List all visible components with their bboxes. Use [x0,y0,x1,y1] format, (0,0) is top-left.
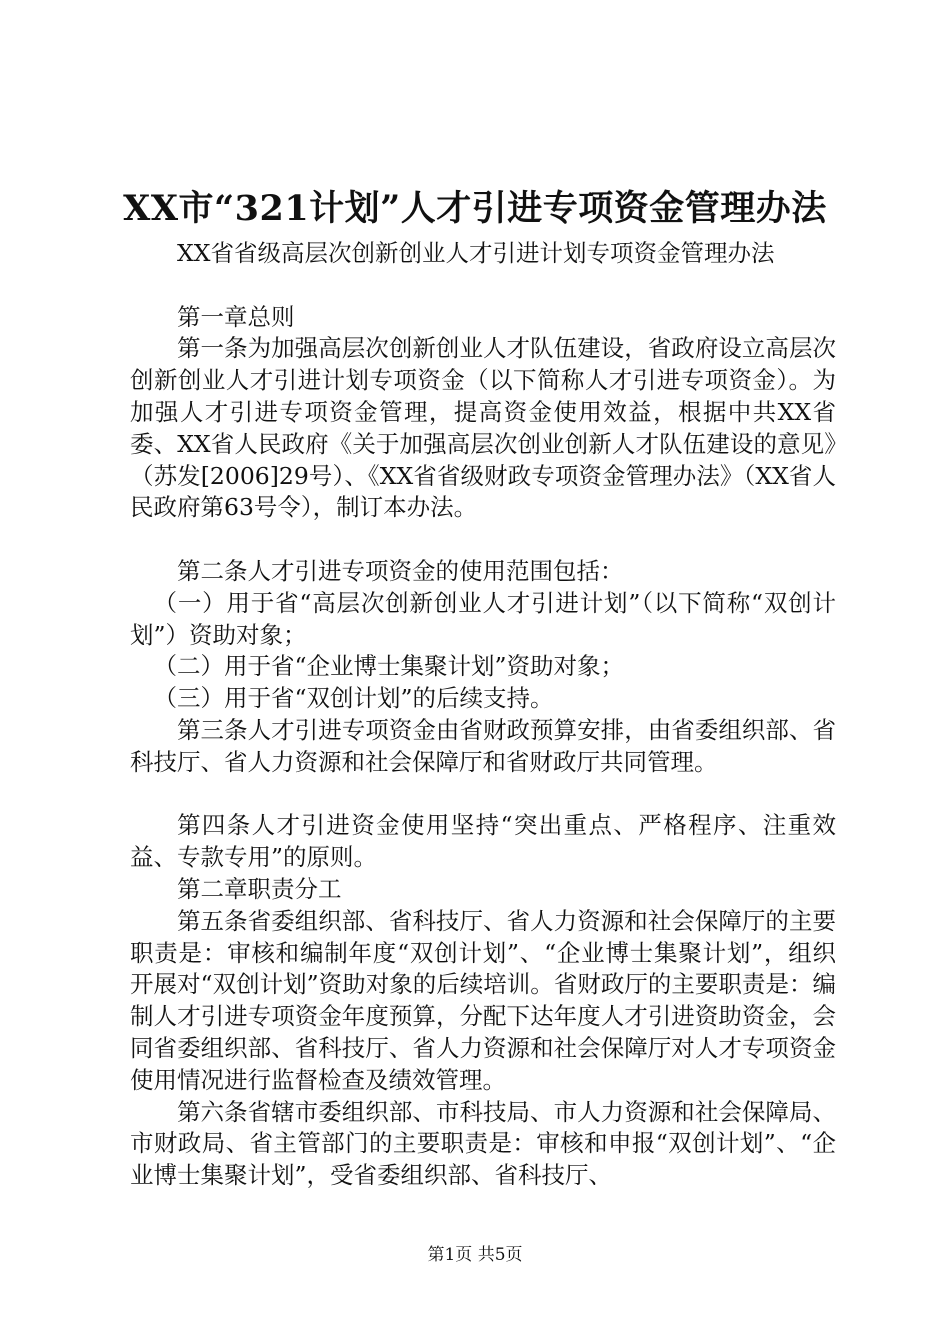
chapter-heading: 第一章总则 [177,302,295,331]
article-paragraph: 第一条为加强高层次创新创业人才队伍建设，省政府设立高层次创新创业人才引进计划专项资金（以下简称人才引进专项资金）。为加强人才引进专项资金管理，提高资金使用效益，根据中共XX省委、XX省人民政府《关于加强高层次创业创新人才队伍建设的意见》（苏发[2006]29号）、《XX省省级财政专项资金管理办法》（XX省人民政府第63号令），制订本办法。 [130,334,836,522]
chapter-heading: 第二章职责分工 [177,874,342,903]
document-body [130,238,836,1192]
document-title: XX市“321计划”人才引进专项资金管理办法 [123,188,827,229]
list-item: （一）用于省“高层次创新创业人才引进计划”（以下简称“双创计划”）资助对象； [130,588,836,649]
list-item: （二）用于省“企业博士集聚计划”资助对象； [153,652,625,681]
article-paragraph: 第三条人才引进专项资金由省财政预算安排，由省委组织部、省科技厅、省人力资源和社会保障厅和省财政厅共同管理。 [130,715,836,776]
article-paragraph: 第四条人才引进资金使用坚持“突出重点、严格程序、注重效益、专款专用”的原则。 [130,811,836,872]
article-paragraph: 第二条人才引进专项资金的使用范围包括： [177,556,624,585]
page-number: 第1页 共5页 [427,1245,523,1265]
document-subtitle: XX省省级高层次创新创业人才引进计划专项资金管理办法 [177,239,775,267]
article-paragraph: 第五条省委组织部、省科技厅、省人力资源和社会保障厅的主要职责是：审核和编制年度“双创计划”、“企业博士集聚计划”，组织开展对“双创计划”资助对象的后续培训。省财政厅的主要职责是：编制人才引进专项资金年度预算，分配下达年度人才引进资助资金，会同省委组织部、省科技厅、省人力资源和社会保障厅对人才专项资金使用情况进行监督检查及绩效管理。 [130,906,836,1094]
article-paragraph: 第六条省辖市委组织部、市科技局、市人力资源和社会保障局、市财政局、省主管部门的主要职责是：审核和申报“双创计划”、“企业博士集聚计划”，受省委组织部、省科技厅、 [130,1097,836,1190]
list-item: （三）用于省“双创计划”的后续支持。 [153,684,554,713]
